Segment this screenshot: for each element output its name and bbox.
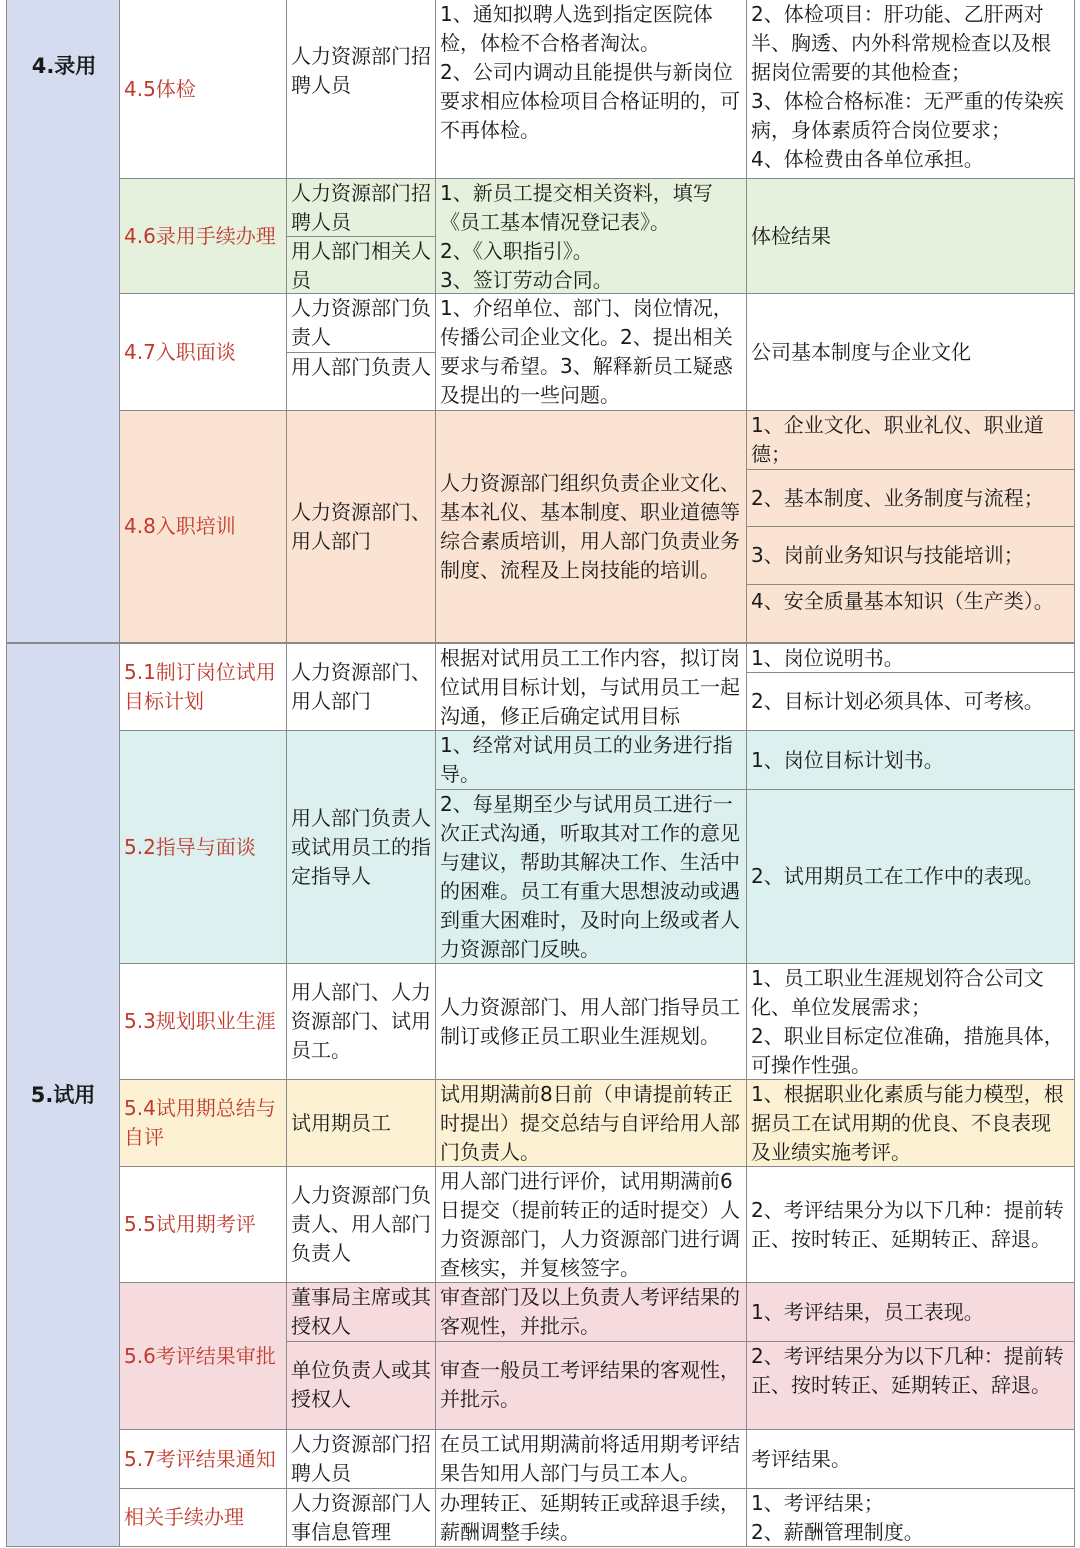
- work-content-cell: 试用期满前8日前（申请提前转正时提出）提交总结与自评给用人部门负责人。: [435, 1079, 747, 1167]
- work-content-cell: 办理转正、延期转正或辞退手续，薪酬调整手续。: [435, 1488, 747, 1547]
- standard-line: 1、考评结果；: [751, 1491, 884, 1515]
- responsible-cell: 用人部门相关人员: [286, 236, 436, 294]
- responsible-cell: 人力资源部门负责人: [286, 293, 436, 353]
- step-cell: 5.2指导与面谈: [119, 730, 287, 964]
- step-cell: 5.3规划职业生涯: [119, 963, 287, 1080]
- step-cell: 5.7考评结果通知: [119, 1429, 287, 1489]
- standard-line: 2、薪酬管理制度。: [751, 1520, 924, 1544]
- standard-cell: 1、员工职业生涯规划符合公司文化、单位发展需求； 2、职业目标定位准确，措施具体，可操作性强。: [746, 963, 1075, 1080]
- work-content-cell: 1、通知拟聘人选到指定医院体检，体检不合格者淘汰。 2、公司内调动且能提供与新岗位要求相应体检项目合格证明的，可不再体检。: [435, 0, 747, 179]
- responsible-cell: 人力资源部门、用人部门: [286, 643, 436, 731]
- stage-cell-probation: [6, 643, 120, 1547]
- work-content-cell: 审查一般员工考评结果的客观性，并批示。: [435, 1341, 747, 1430]
- standard-cell: [746, 1488, 1075, 1547]
- standard-cell: 考评结果。: [746, 1429, 1075, 1489]
- step-cell: 相关手续办理: [119, 1488, 287, 1547]
- responsible-cell: 人力资源部门招聘人员: [286, 178, 436, 237]
- standard-cell: 3、岗前业务知识与技能培训；: [746, 526, 1075, 585]
- standard-cell: 2、考评结果分为以下几种：提前转正、按时转正、延期转正、辞退。: [746, 1341, 1075, 1430]
- standard-cell: 体检结果: [746, 178, 1075, 294]
- step-cell: 4.6录用手续办理: [119, 178, 287, 294]
- step-cell: 4.7入职面谈: [119, 293, 287, 411]
- work-content-cell: 人力资源部门组织负责企业文化、基本礼仪、基本制度、职业道德等综合素质培训，用人部门负责业务制度、流程及上岗技能的培训。: [435, 410, 747, 643]
- work-content-cell: 在员工试用期满前将适用期考评结果告知用人部门与员工本人。: [435, 1429, 747, 1489]
- standard-cell: 2、基本制度、业务制度与流程；: [746, 469, 1075, 527]
- work-content-cell: 1、新员工提交相关资料，填写《员工基本情况登记表》。 2、《入职指引》。 3、签订劳动合同。: [435, 178, 747, 294]
- standard-cell: 2、考评结果分为以下几种：提前转正、按时转正、延期转正、辞退。: [746, 1166, 1075, 1283]
- standard-cell: 1、岗位目标计划书。: [746, 730, 1075, 790]
- standard-cell: 公司基本制度与企业文化: [746, 293, 1075, 411]
- work-content-cell: 2、每星期至少与试用员工进行一次正式沟通，听取其对工作的意见与建议，帮助其解决工作、生活中的困难。员工有重大思想波动或遇到重大困难时，及时向上级或者人力资源部门反映。: [435, 789, 747, 964]
- standard-cell: 1、考评结果，员工表现。: [746, 1282, 1075, 1342]
- stage-cell-recruit: [6, 0, 120, 643]
- standard-cell: 1、根据职业化素质与能力模型，根据员工在试用期的优良、不良表现及业绩实施考评。: [746, 1079, 1075, 1167]
- stage-label: 4.录用: [31, 54, 97, 78]
- responsible-cell: 用人部门负责人或试用员工的指定指导人: [286, 730, 436, 964]
- step-cell: 5.4试用期总结与自评: [119, 1079, 287, 1167]
- standard-cell: 4、安全质量基本知识（生产类）。: [746, 584, 1075, 643]
- responsible-cell: 人力资源部门招聘人员: [286, 0, 436, 179]
- responsible-cell: 人力资源部门人事信息管理: [286, 1488, 436, 1547]
- work-content-cell: 用人部门进行评价，试用期满前6日提交（提前转正的适时提交）人力资源部门，人力资源部门进行调查核实，并复核签字。: [435, 1166, 747, 1283]
- responsible-cell: 人力资源部门、用人部门: [286, 410, 436, 643]
- responsible-cell: 单位负责人或其授权人: [286, 1341, 436, 1430]
- standard-cell: 2、试用期员工在工作中的表现。: [746, 789, 1075, 964]
- responsible-cell: 人力资源部门招聘人员: [286, 1429, 436, 1489]
- stage-label: 5.试用: [30, 1082, 96, 1107]
- responsible-cell: 人力资源部门负责人、用人部门负责人: [286, 1166, 436, 1283]
- standard-cell: 1、企业文化、职业礼仪、职业道德；: [746, 410, 1075, 470]
- work-content-cell: 根据对试用员工工作内容，拟订岗位试用目标计划，与试用员工一起沟通，修正后确定试用目标: [435, 643, 747, 731]
- step-cell: 4.5体检: [119, 0, 287, 179]
- responsible-cell: 试用期员工: [286, 1079, 436, 1167]
- work-content-cell: 人力资源部门、用人部门指导员工制订或修正员工职业生涯规划。: [435, 963, 747, 1080]
- standard-cell: 2、目标计划必须具体、可考核。: [746, 672, 1075, 731]
- step-cell: 5.5试用期考评: [119, 1166, 287, 1283]
- standard-cell: 2、体检项目：肝功能、乙肝两对半、胸透、内外科常规检查以及根据岗位需要的其他检查； 3、体检合格标准：无严重的传染疾病，身体素质符合岗位要求； 4、体检费由各单位承担。: [746, 0, 1075, 179]
- step-cell: 5.6考评结果审批: [119, 1282, 287, 1430]
- work-content-cell: 1、经常对试用员工的业务进行指导。: [435, 730, 747, 790]
- standard-cell: 1、岗位说明书。: [746, 643, 1075, 673]
- step-cell: 5.1制订岗位试用目标计划: [119, 643, 287, 731]
- work-content-cell: 审查部门及以上负责人考评结果的客观性，并批示。: [435, 1282, 747, 1342]
- responsible-cell: 用人部门负责人: [286, 352, 436, 411]
- work-content-cell: 1、介绍单位、部门、岗位情况，传播公司企业文化。2、提出相关要求与希望。3、解释新员工疑惑及提出的一些问题。: [435, 293, 747, 411]
- responsible-cell: 董事局主席或其授权人: [286, 1282, 436, 1342]
- responsible-cell: 用人部门、人力资源部门、试用员工。: [286, 963, 436, 1080]
- step-cell: 4.8入职培训: [119, 410, 287, 643]
